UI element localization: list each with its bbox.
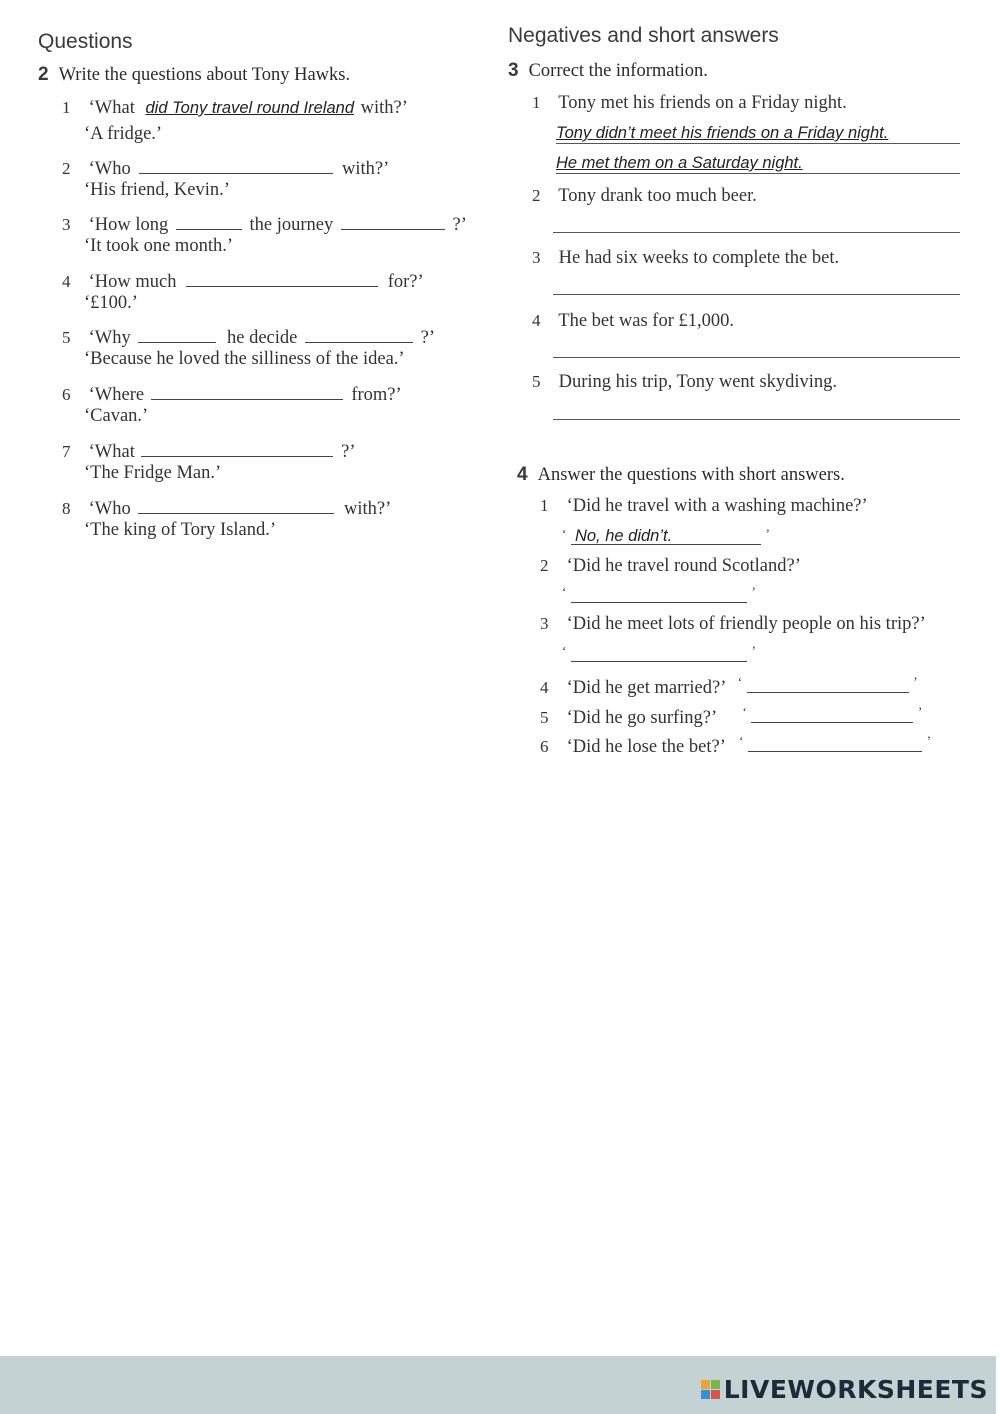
question-number: 7 [62, 442, 71, 461]
reply-8: ‘The king of Tory Island.’ [84, 520, 277, 540]
statement-number: 3 [532, 248, 541, 267]
question-number: 5 [62, 328, 71, 347]
liveworksheets-logo[interactable] [701, 1375, 988, 1404]
short-question-1 [540, 496, 868, 517]
question-1 [62, 98, 408, 119]
question-text: ‘Why [88, 328, 131, 348]
question-number: 8 [62, 499, 71, 518]
statement-number: 1 [532, 93, 541, 112]
question-5 [62, 324, 435, 349]
short-answer-1-row [562, 526, 770, 547]
question-text: ‘How much [88, 272, 177, 292]
answer-7-field[interactable] [141, 438, 333, 457]
open-quote: ‘ [742, 704, 747, 719]
question-3 [62, 211, 467, 236]
question-number: 6 [62, 385, 71, 404]
correction-3-field[interactable] [553, 294, 960, 295]
answer-5a-field[interactable] [138, 324, 216, 343]
statement-text: During his trip, Tony went skydiving. [558, 372, 838, 392]
correction-1b-text: He met them on a Saturday night. [556, 154, 803, 172]
question-6 [62, 381, 402, 406]
exercise-4-instruction: Answer the questions with short answers. [537, 465, 845, 485]
correction-1b-field[interactable] [556, 154, 960, 173]
short-answer-1-field[interactable] [571, 526, 761, 545]
brand-name: LIVEWORKSHEETS [723, 1375, 988, 1404]
question-text: ?’ [341, 442, 356, 462]
answer-3a-field[interactable] [176, 211, 242, 230]
answer-line [556, 143, 960, 144]
question-2 [62, 155, 389, 180]
statement-2 [532, 186, 757, 207]
exercise-3-number: 3 [508, 60, 519, 81]
reply-2: ‘His friend, Kevin.’ [84, 180, 230, 200]
question-text: with?’ [360, 98, 408, 118]
question-number: 2 [62, 159, 71, 178]
question-text: the journey [249, 215, 334, 235]
short-answer-1-text: No, he didn’t. [574, 527, 673, 545]
question-text: ‘Did he meet lots of friendly people on his trip?’ [566, 614, 926, 634]
close-quote: ’ [926, 733, 932, 748]
question-text: ?’ [420, 328, 435, 348]
question-text: ‘Did he get married?’ [566, 678, 725, 698]
correction-1a-field[interactable] [556, 124, 960, 143]
short-answer-2-row [562, 584, 756, 609]
question-number: 6 [540, 737, 549, 756]
answer-4-field[interactable] [186, 268, 378, 287]
statement-number: 5 [532, 372, 541, 391]
correction-1a-text: Tony didn’t meet his friends on a Friday night. [556, 124, 889, 142]
reply-1: ‘A fridge.’ [84, 124, 163, 144]
open-quote: ‘ [562, 584, 567, 599]
question-text: with?’ [342, 159, 390, 179]
question-text: ‘Did he go surfing?’ [566, 708, 716, 728]
statement-text: He had six weeks to complete the bet. [558, 248, 840, 268]
question-text: ?’ [452, 215, 467, 235]
question-number: 4 [62, 272, 71, 291]
question-number: 1 [540, 496, 549, 515]
short-question-5 [540, 704, 922, 729]
question-text: ‘Did he lose the bet?’ [566, 737, 725, 757]
question-text: for?’ [387, 272, 424, 292]
question-8 [62, 495, 391, 520]
questions-title: Questions [38, 30, 133, 53]
question-text: ‘What [88, 98, 135, 118]
short-answer-2-field[interactable] [571, 584, 747, 603]
question-text: ‘Who [88, 499, 131, 519]
question-text: ‘Did he travel round Scotland?’ [566, 556, 801, 576]
statement-5 [532, 372, 837, 393]
open-quote: ‘ [562, 643, 567, 658]
answer-3b-field[interactable] [341, 211, 445, 230]
short-answer-6-field[interactable] [748, 733, 922, 752]
answer-2-field[interactable] [139, 155, 333, 174]
question-text: from?’ [351, 385, 402, 405]
short-question-4 [540, 674, 918, 699]
exercise-3-instruction: Correct the information. [528, 61, 708, 81]
answer-8-field[interactable] [138, 495, 334, 514]
answer-1-field[interactable]: did Tony travel round Ireland [145, 99, 355, 117]
question-text: he decide [227, 328, 298, 348]
exercise-2-instruction: Write the questions about Tony Hawks. [58, 65, 351, 85]
reply-7: ‘The Fridge Man.’ [84, 463, 222, 483]
exercise-4-number: 4 [517, 464, 528, 485]
question-number: 4 [540, 678, 549, 697]
close-quote: ’ [918, 704, 923, 719]
short-answer-3-row [562, 643, 756, 668]
answer-line [556, 173, 960, 174]
statement-number: 4 [532, 311, 541, 330]
question-text: ‘What [88, 442, 135, 462]
reply-6: ‘Cavan.’ [84, 406, 149, 426]
statement-3 [532, 248, 839, 269]
statement-number: 2 [532, 186, 541, 205]
reply-3: ‘It took one month.’ [84, 236, 234, 256]
exercise-2-header [38, 64, 350, 86]
question-text: with?’ [344, 499, 392, 519]
question-number: 3 [540, 614, 549, 633]
statement-text: The bet was for £1,000. [558, 311, 735, 331]
short-answer-4-field[interactable] [747, 674, 909, 693]
answer-6-field[interactable] [151, 381, 343, 400]
correction-4-field[interactable] [553, 357, 960, 358]
question-text: ‘Did he travel with a washing machine?’ [566, 496, 868, 516]
answer-5b-field[interactable] [305, 324, 413, 343]
open-quote: ‘ [737, 674, 742, 689]
statement-text: Tony drank too much beer. [558, 186, 757, 206]
negatives-title: Negatives and short answers [508, 24, 779, 47]
question-number: 1 [62, 98, 71, 117]
short-question-6 [540, 733, 931, 758]
close-quote: ’ [765, 526, 770, 541]
question-number: 5 [540, 708, 549, 727]
short-answer-5-field[interactable] [751, 704, 913, 723]
close-quote: ’ [751, 584, 756, 599]
question-text: ‘Where [88, 385, 145, 405]
logo-grid-icon [701, 1380, 720, 1399]
short-answer-3-field[interactable] [571, 643, 747, 662]
question-text: ‘Who [88, 159, 131, 179]
statement-1 [532, 93, 847, 114]
short-question-3 [540, 614, 926, 635]
question-4 [62, 268, 424, 293]
short-question-2 [540, 556, 801, 577]
close-quote: ’ [751, 643, 756, 658]
close-quote: ’ [913, 674, 918, 689]
open-quote: ‘ [562, 526, 567, 541]
exercise-3-header [508, 60, 708, 82]
question-number: 3 [62, 215, 71, 234]
correction-2-field[interactable] [553, 232, 960, 233]
question-7 [62, 438, 355, 463]
open-quote: ‘ [739, 733, 744, 748]
reply-4: ‘£100.’ [84, 293, 138, 313]
question-text: ‘How long [88, 215, 169, 235]
exercise-4-header [517, 464, 845, 486]
reply-5: ‘Because he loved the silliness of the idea.’ [84, 349, 405, 369]
exercise-2-number: 2 [38, 64, 49, 85]
statement-4 [532, 311, 734, 332]
correction-5-field[interactable] [553, 419, 960, 420]
question-number: 2 [540, 556, 549, 575]
statement-text: Tony met his friends on a Friday night. [558, 93, 847, 113]
